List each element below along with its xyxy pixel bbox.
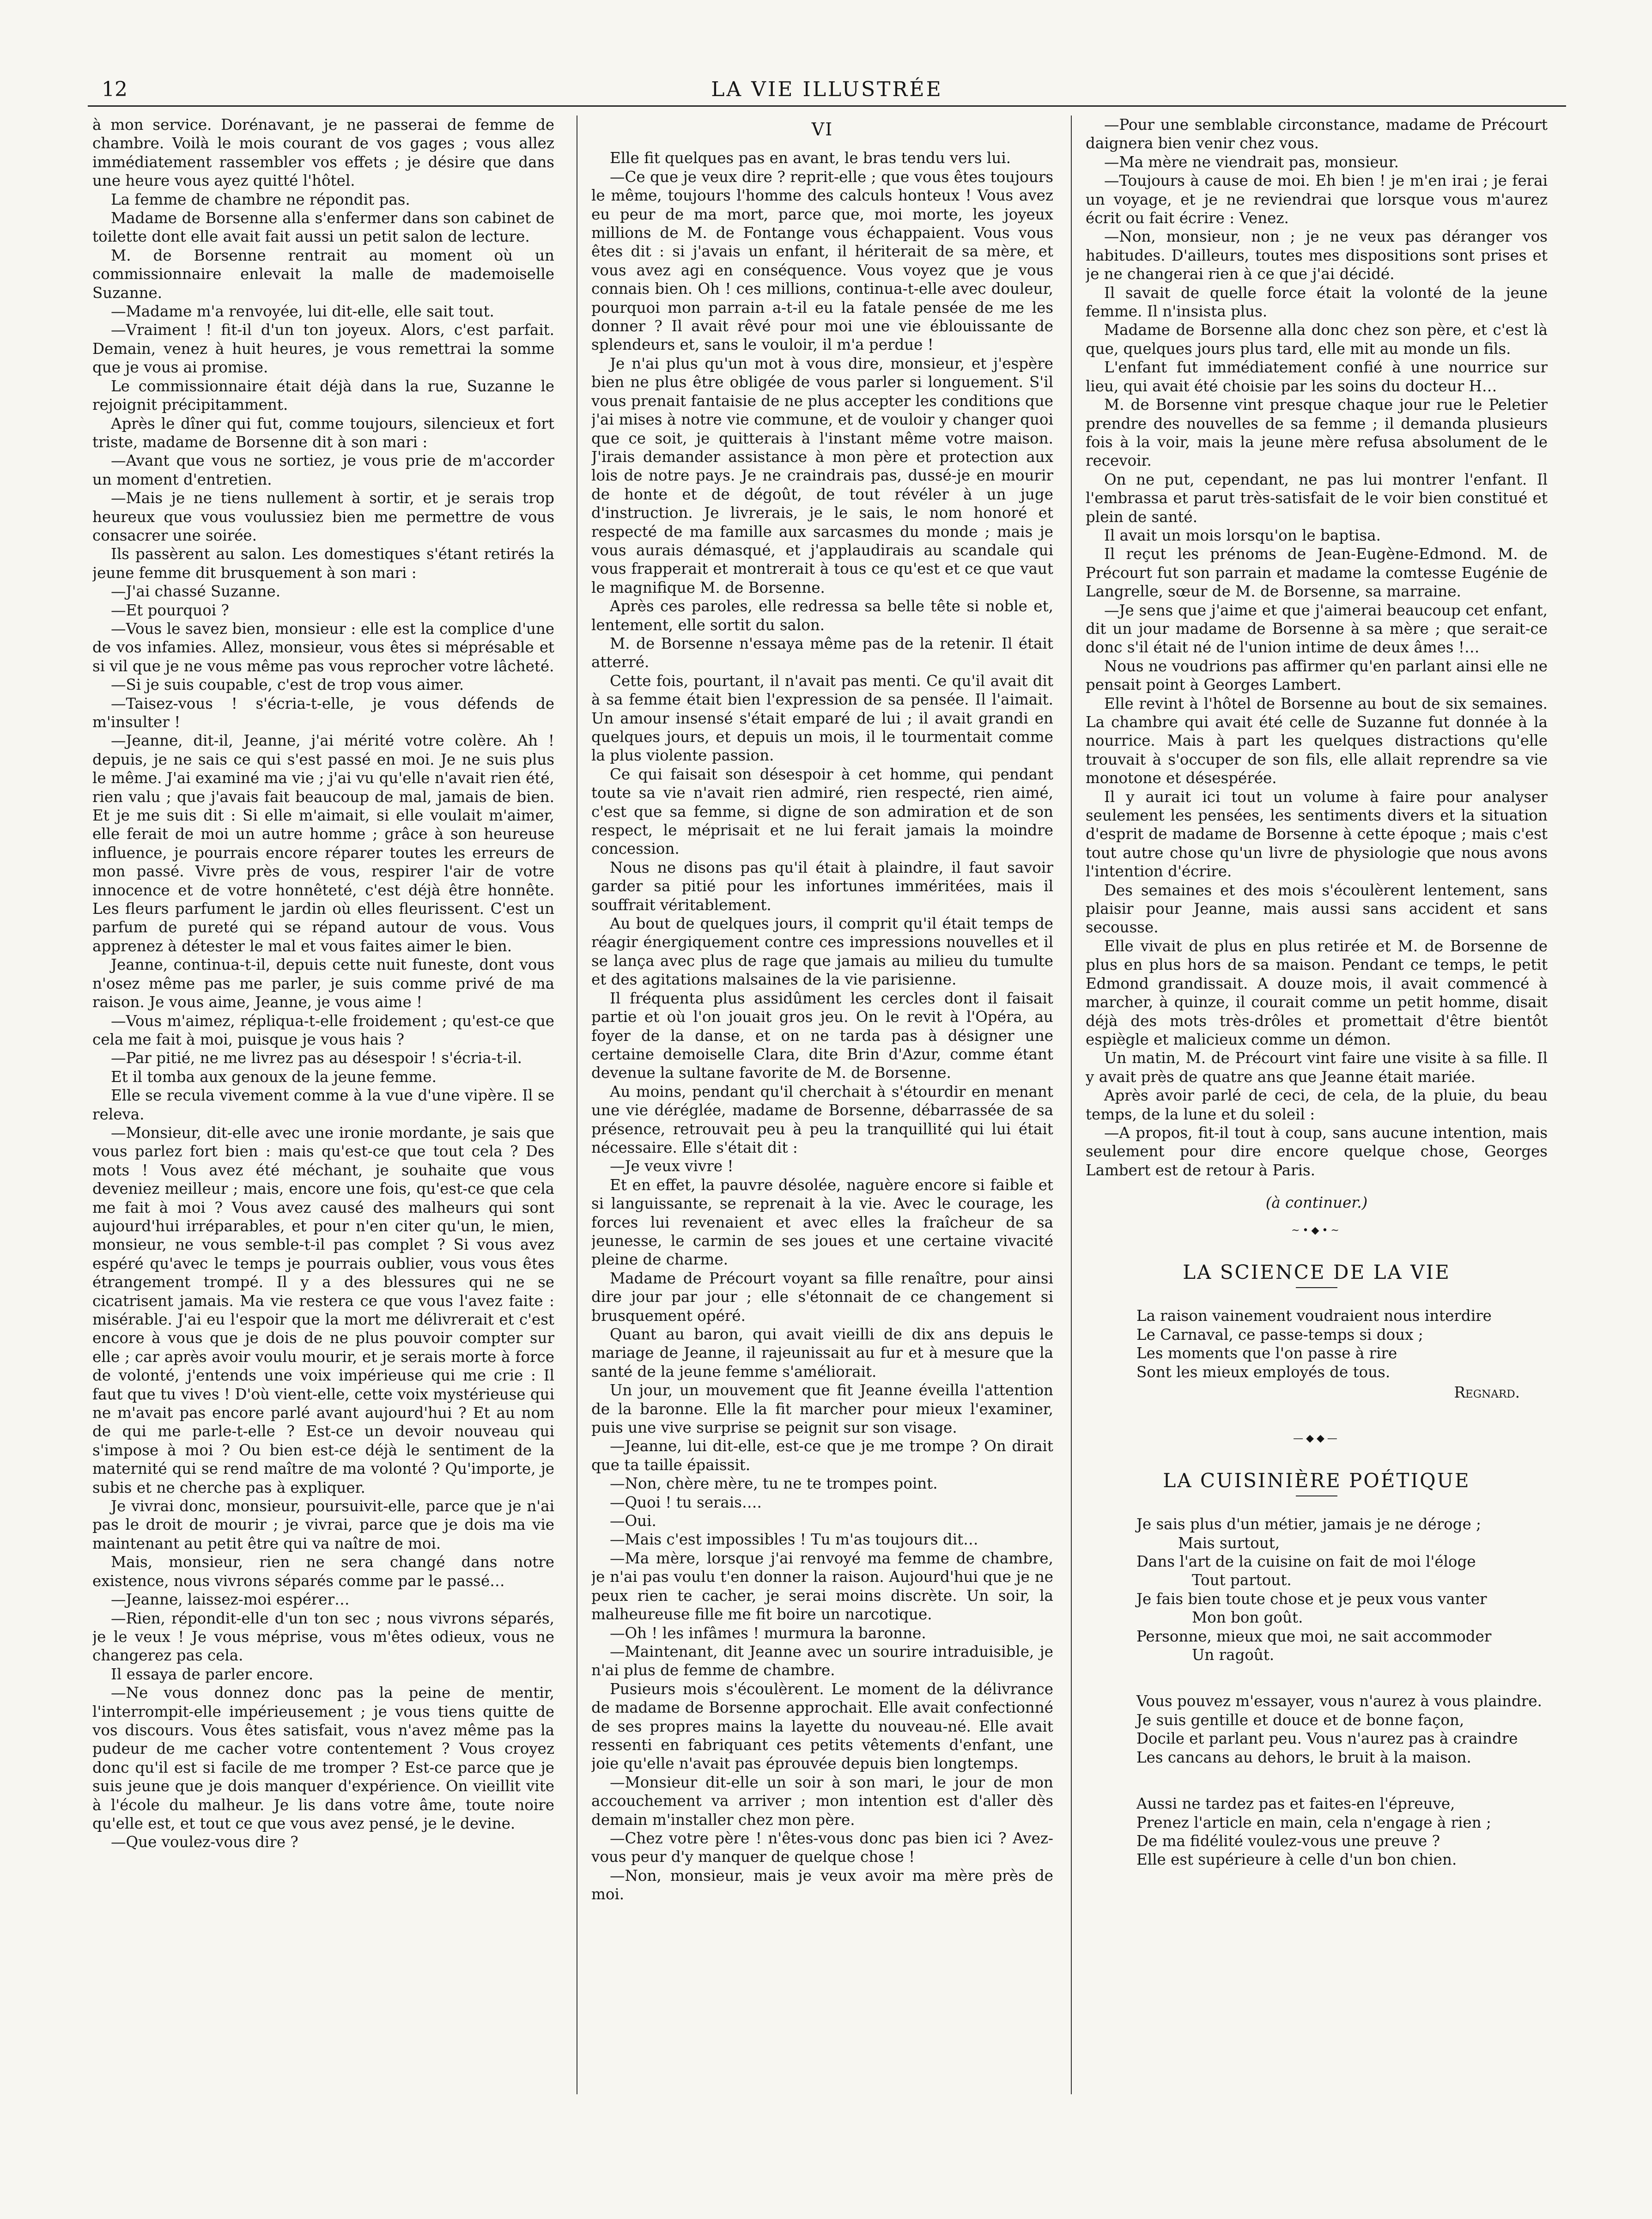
article-paragraph: —Vraiment ! fit-il d'un ton joyeux. Alors, c'est parfait. Demain, venez à huit heures, je vous remettrai la somme que je vous ai promise.: [92, 321, 554, 377]
chapter-heading: VI: [811, 119, 833, 140]
science-poem: [1086, 1307, 1548, 1402]
article-paragraph: —Vous m'aimez, répliqua-t-elle froidement ; qu'est-ce que cela me fait à moi, puisque je vous hais ?: [92, 1012, 554, 1048]
article-paragraph: —Ne vous donnez donc pas la peine de mentir, l'interrompit-elle impérieusement ; je vous tiens quitte de vos discours. Vous êtes satisfait, vous n'avez même pas la pudeur de me cacher votre contentement ? Vous croyez donc qu'il est si facile de me tromper ? Est-ce parce que je suis jeune que je dois manquer d'expérience. On vieillit vite à l'école du malheur. Je lis dans votre âme, toute noire qu'elle est, et tout ce que vous avez pensé, je le devine.: [92, 1684, 554, 1832]
article-paragraph: Au bout de quelques jours, il comprit qu'il était temps de réagir énergiquement contre ces impressions nouvelles et il se lança avec plus de rage que jamais au milieu du tumulte et des agitations malsaines de la vie parisienne.: [591, 915, 1053, 989]
article-paragraph: —Jeanne, dit-il, Jeanne, j'ai mérité votre colère. Ah ! depuis, je ne sais ce qui s'est passé en moi. Je ne suis plus le même. J'ai examiné ma vie ; j'ai vu qu'elle n'avait rien été, rien valu ; que j'avais fait beaucoup de mal, jamais de bien. Et je me suis dit : Si elle m'aimait, si elle voulait m'aimer, elle ferait de moi un autre homme ; grâce à son heureuse influence, je pourrais encore réparer toutes les erreurs de mon passé. Vivre près de vous, respirer l'air de votre innocence et de votre honnêteté, c'est déjà être honnête. Les fleurs parfument le jardin où elles fleurissent. C'est un parfum de pureté qui se répand autour de vous. Vous apprenez à détester le mal et vous faites aimer le bien.: [92, 732, 554, 955]
article-paragraph: Et il tomba aux genoux de la jeune femme.: [111, 1068, 437, 1086]
article-paragraph: Après ces paroles, elle redressa sa belle tête si noble et, lentement, elle sortit du salon.: [591, 597, 1053, 634]
title-rule: [1296, 1287, 1337, 1288]
poem-author: Regnard.: [1454, 1384, 1520, 1401]
column-2: [591, 116, 1053, 2094]
article-paragraph: —Je sens que j'aime et que j'aimerai beaucoup cet enfant, dit un jour madame de Borsenne à sa mère ; que serait-ce donc s'il était né de l'union intime de deux âmes !…: [1086, 601, 1548, 657]
article-paragraph: —Non, chère mère, tu ne te trompes point.: [610, 1475, 938, 1493]
to-be-continued: (à continuer.): [1265, 1194, 1368, 1212]
article-paragraph: Nous ne disons pas qu'il était à plaindre, il faut savoir garder sa pitié pour les infortunes imméritées, mais il souffrait véritablement.: [591, 858, 1053, 914]
article-paragraph: L'enfant fut immédiatement confié à une nourrice sur lieu, qui avait été choisie par les soins du docteur H…: [1086, 359, 1548, 395]
article-paragraph: On ne put, cependant, ne pas lui montrer l'enfant. Il l'embrassa et parut très-satisfait de le voir bien constitué et plein de santé.: [1086, 470, 1548, 526]
article-paragraph: La femme de chambre ne répondit pas.: [111, 190, 410, 208]
article-paragraph: —Rien, répondit-elle d'un ton sec ; nous vivrons séparés, je le veux ! Je vous méprise, vous m'êtes odieux, vous ne changerez pas cela.: [92, 1609, 554, 1665]
article-paragraph: —Monsieur, dit-elle avec une ironie mordante, je sais que vous parlez fort bien : mais qu'est-ce que tout cela ? Des mots ! Vous avez été méchant, je souhaite que vous deveniez meilleur ; mais, encore une fois, qu'est-ce que cela me fait à moi ? Vous avez causé des malheurs qui sont aujourd'hui irréparables, et pour n'en citer qu'un, le mien, monsieur, ne vous semble-t-il pas complet ? Si vous avez espéré qu'avec le temps je pourrais oublier, vous vous êtes étrangement trompé. Il y a des blessures qui ne se cicatrisent jamais. Ma vie restera ce que vous l'avez faite : misérable. J'ai eu l'espoir que la mort me délivrerait et c'est encore à vous que je dois de ne plus pouvoir compter sur elle ; car après avoir voulu mourir, et je serais morte à force de volonté, j'entends une voix impérieuse qui me crie : Il faut que tu vives ! D'où vient-elle, cette voix mystérieuse qui ne m'avait pas encore parlé avant aujourd'hui ? Et au nom de qui me parle-t-elle ? Est-ce un devoir nouveau qui s'impose à moi ? Ou bien est-ce déjà le sentiment de la maternité qui se rend maître de ma volonté ? Qu'importe, je subis et ne cherche pas à expliquer.: [92, 1124, 554, 1496]
article-paragraph: —Oh ! les infâmes ! murmura la baronne.: [610, 1624, 926, 1642]
poem-line: Prenez l'article en main, cela n'engage à rien ;: [1136, 1813, 1491, 1831]
poem-line: Sont les mieux employés de tous.: [1136, 1363, 1391, 1381]
article-paragraph: —Quoi ! tu serais….: [610, 1493, 762, 1511]
article-paragraph: M. de Borsenne n'essaya même pas de la retenir. Il était atterré.: [591, 634, 1053, 671]
poem-line: Tout partout.: [1192, 1571, 1292, 1589]
article-paragraph: —Jeanne, lui dit-elle, est-ce que je me trompe ? On dirait que ta taille épaissit.: [591, 1437, 1053, 1474]
poem-line: Vous pouvez m'essayer, vous n'aurez à vous plaindre.: [1136, 1692, 1542, 1710]
article-paragraph: M. de Borsenne vint presque chaque jour rue le Peletier prendre des nouvelles de sa femme ; il demanda plusieurs fois à la voir, mais la jeune mère refusa absolument de le recevoir.: [1086, 396, 1548, 470]
article-paragraph: à mon service. Dorénavant, je ne passerai de femme de chambre. Voilà le mois courant de vos gages ; vous allez immédiatement rassembler vos effets ; je désire que dans une heure vous ayez quitté l'hôtel.: [92, 116, 554, 190]
article-paragraph: Ce qui faisait son désespoir à cet homme, qui pendant toute sa vie n'avait rien admiré, rien respecté, rien aimé, c'est que sa femme, si digne de son admiration et de son respect, le méprisait et ne lui ferait jamais la moindre concession.: [591, 765, 1053, 858]
article-paragraph: —Avant que vous ne sortiez, je vous prie de m'accorder un moment d'entretien.: [92, 452, 554, 488]
cuisiniere-title: LA CUISINIÈRE POÉTIQUE: [1163, 1469, 1470, 1492]
poem-line: Je sais plus d'un métier, jamais je ne déroge ;: [1136, 1515, 1482, 1533]
article-paragraph: Après avoir parlé de ceci, de cela, de la pluie, du beau temps, de la lune et du soleil :: [1086, 1087, 1548, 1123]
article-paragraph: —Ma mère, lorsque j'ai renvoyé ma femme de chambre, je n'ai pas voulu t'en donner la raison. Aujourd'hui que je ne peux rien te cacher, je serai moins discrète. Un soir, la malheureuse fille me fit boire un narcotique.: [591, 1549, 1053, 1623]
journal-title: LA VIE ILLUSTRÉE: [711, 78, 943, 101]
article-paragraph: Mais, monsieur, rien ne sera changé dans notre existence, nous vivrons séparés comme par le passé…: [92, 1553, 554, 1590]
article-paragraph: Un jour, un mouvement que fit Jeanne éveilla l'attention de la baronne. Elle la fit marcher pour mieux l'examiner, puis une vive surprise se peignit sur son visage.: [591, 1381, 1053, 1437]
article-paragraph: Elle revint à l'hôtel de Borsenne au bout de six semaines. La chambre qui avait été celle de Suzanne fut donnée à la nourrice. Mais à part les quelques distractions qu'elle trouvait à s'occuper de son fils, elle allait reprendre sa vie monotone et désespérée.: [1086, 694, 1548, 787]
poem-line: Les moments que l'on passe à rire: [1136, 1344, 1397, 1362]
poem-line: Personne, mieux que moi, ne sait accommoder: [1136, 1627, 1492, 1645]
article-paragraph: Elle fit quelques pas en avant, le bras tendu vers lui.: [610, 149, 1011, 167]
column-divider: [1071, 116, 1072, 2094]
article-paragraph: —Maintenant, dit Jeanne avec un sourire intraduisible, je n'ai plus de femme de chambre.: [591, 1642, 1053, 1679]
article-paragraph: —Jeanne, laissez-moi espérer…: [111, 1591, 350, 1609]
article-paragraph: Madame de Borsenne alla donc chez son père, et c'est là que, quelques jours plus tard, elle mit au monde un fils.: [1086, 321, 1548, 358]
article-paragraph: —Pour une semblable circonstance, madame de Précourt daignera bien venir chez vous.: [1086, 116, 1548, 152]
poem-line: Les cancans au dehors, le bruit à la maison.: [1136, 1748, 1471, 1766]
article-paragraph: Des semaines et des mois s'écoulèrent lentement, sans plaisir pour Jeanne, mais aussi sans accident et sans secousse.: [1086, 881, 1548, 936]
article-paragraph: —Madame m'a renvoyée, lui dit-elle, elle sait tout.: [111, 303, 494, 321]
page-number: 12: [102, 78, 128, 101]
article-paragraph: Il reçut les prénoms de Jean-Eugène-Edmond. M. de Précourt fut son parrain et madame la comtesse Eugénie de Langrelle, sœur de M. de Borsenne, sa marraine.: [1086, 545, 1548, 601]
article-paragraph: —Mais je ne tiens nullement à sortir, et je serais trop heureux que vous voulussiez bien me permettre de vous consacrer une soirée.: [92, 489, 554, 544]
poem-line: Un ragoût.: [1192, 1646, 1275, 1664]
article-paragraph: Elle vivait de plus en plus retirée et M. de Borsenne de plus en plus hors de sa maison. Pendant ce temps, le petit Edmond grandissait. A douze mois, il avait commencé à marcher, à quinze, il courait comme un petit homme, disait déjà des mots très-drôles et promettait d'être bientôt espiègle et malicieux comme un démon.: [1086, 937, 1548, 1048]
article-paragraph: Elle se recula vivement comme à la vue d'une vipère. Il se releva.: [92, 1087, 554, 1123]
article-paragraph: Un matin, M. de Précourt vint faire une visite à sa fille. Il y avait près de quatre ans que Jeanne était mariée.: [1086, 1049, 1548, 1086]
article-paragraph: —Oui.: [610, 1512, 656, 1530]
poem-line: Docile et parlant peu. Vous n'aurez pas à craindre: [1136, 1730, 1518, 1748]
article-paragraph: Il y aurait ici tout un volume à faire pour analyser seulement les pensées, les sentiments divers et la situation d'esprit de madame de Borsenne à cette époque ; mais c'est tout autre chose qu'un livre de physiologie que nous avons l'intention d'écrire.: [1086, 788, 1548, 881]
article-paragraph: Cette fois, pourtant, il n'avait pas menti. Ce qu'il avait dit à sa femme était bien l'expression de sa pensée. Il l'aimait. Un amour insensé s'était emparé de lui ; il avait grandi en quelques jours, et depuis un mois, il le tourmentait comme la plus violente passion.: [591, 672, 1053, 765]
column-2-text: [591, 149, 1053, 1903]
article-paragraph: —Et pourquoi ?: [111, 601, 229, 619]
article-paragraph: Je n'ai plus qu'un mot à vous dire, monsieur, et j'espère bien ne plus être obligée de vous parler si longuement. S'il vous prenait fantaisie de ne plus accepter les conditions que j'ai mises à notre vie commune, et de vouloir y changer quoi que ce soit, je quitterais à l'instant même votre maison. J'irais demander assistance à mon père et protection aux lois de notre pays. Je ne craindrais pas, dussé-je en mourir de honte et de dégoût, de tout révéler à un juge d'instruction. Je livrerais, je le sais, le nom honoré et respecté de ma famille aux sarcasmes du monde ; mais je vous aurais démasqué, et j'applaudirais au scandale qui vous frapperait et montrerait à tous ce qu'est et ce que vaut le magnifique M. de Borsenne.: [591, 354, 1053, 596]
poem-line: Je fais bien toute chose et je peux vous vanter: [1136, 1590, 1487, 1608]
article-paragraph: Au moins, pendant qu'il cherchait à s'étourdir en menant une vie déréglée, madame de Borsenne, débarrassée de sa présence, retrouvait peu à peu la tranquillité qui lui était nécessaire. Elle s'était dit :: [591, 1082, 1053, 1156]
article-paragraph: Madame de Borsenne alla s'enfermer dans son cabinet de toilette dont elle avait fait aussi un petit salon de lecture.: [92, 209, 554, 246]
poem-line: Elle est supérieure à celle d'un bon chien.: [1136, 1851, 1457, 1869]
article-paragraph: —J'ai chassé Suzanne.: [111, 583, 281, 601]
article-paragraph: Quant au baron, qui avait vieilli de dix ans depuis le mariage de Jeanne, il rajeunissait au fur et à mesure que la santé de la jeune femme s'améliorait.: [591, 1325, 1053, 1380]
poem-line: Je suis gentille et douce et de bonne façon,: [1136, 1711, 1464, 1729]
article-paragraph: —Vous le savez bien, monsieur : elle est la complice d'une de vos infamies. Allez, monsieur, vous êtes si méprésable et si vil que je ne vous même pas vous reprocher votre lâcheté.: [92, 620, 554, 675]
header-rule: [88, 105, 1566, 107]
article-paragraph: Pusieurs mois s'écoulèrent. Le moment de la délivrance de madame de Borsenne approchait. Elle avait confectionné de ses propres mains la layette du nouveau-né. Elle avait ressenti en fabriquant ces petits vêtements d'enfant, une joie qu'elle n'avait pas éprouvée depuis bien longtemps.: [591, 1680, 1053, 1773]
article-paragraph: Jeanne, continua-t-il, depuis cette nuit funeste, dont vous n'osez même pas me parler, je suis comme privé de ma raison. Je vous aime, Jeanne, je vous aime !: [92, 956, 554, 1011]
article-paragraph: —Non, monsieur, non ; je ne veux pas déranger vos habitudes. D'ailleurs, toutes mes dispositions sont prises et je ne changerai rien à ce que j'ai décidé.: [1086, 228, 1548, 283]
article-paragraph: Madame de Précourt voyant sa fille renaître, pour ainsi dire jour par jour ; elle s'étonnait de ce changement si brusquement opéré.: [591, 1269, 1053, 1325]
column-3-text: [1086, 116, 1548, 1179]
cuisiniere-stanza-3: [1086, 1794, 1548, 1869]
article-paragraph: Nous ne voudrions pas affirmer qu'en parlant ainsi elle ne pensait point à Georges Lambert.: [1086, 657, 1548, 694]
article-paragraph: M. de Borsenne rentrait au moment où un commissionnaire enlevait la malle de mademoiselle Suzanne.: [92, 246, 554, 302]
article-paragraph: Il avait un mois lorsqu'on le baptisa.: [1104, 526, 1381, 544]
ornament-divider: ~•◆•~: [1291, 1224, 1342, 1236]
column-3: [1086, 116, 1548, 2094]
article-paragraph: Il essaya de parler encore.: [111, 1665, 314, 1683]
article-paragraph: Après le dîner qui fut, comme toujours, silencieux et fort triste, madame de Borsenne dit à son mari :: [92, 414, 554, 451]
cuisiniere-stanza-2: [1086, 1692, 1548, 1767]
article-paragraph: —Par pitié, ne me livrez pas au désespoir ! s'écria-t-il.: [111, 1049, 522, 1067]
article-paragraph: —Ce que je veux dire ? reprit-elle ; que vous êtes toujours le même, toujours l'homme des calculs honteux ! Vous avez eu peur de ma mort, parce que, moi morte, les joyeux millions de M. de Fontange vous échappaient. Vous vous êtes dit : si j'avais un enfant, il hériterait de sa mère, et vous avez agi en conséquence. Vous voyez que je vous connais bien. Oh ! ces millions, continua-t-elle avec douleur, pourquoi mon parrain a-t-il eu la fatale pensée de me les donner ? Il avait rêvé pour moi une vie éblouissante de splendeurs et, sans le vouloir, il m'a perdue !: [591, 168, 1053, 354]
article-paragraph: —Que voulez-vous dire ?: [111, 1833, 298, 1851]
article-paragraph: Il fréquenta plus assidûment les cercles dont il faisait partie et où l'on jouait gros jeu. On le revit à l'Opéra, au foyer de la danse, et on ne tarda pas à désigner une certaine demoiselle Clara, dite Brin d'Azur, comme étant devenue la sultane favorite de M. de Borsenne.: [591, 989, 1053, 1082]
poem-line: Mon bon goût.: [1192, 1609, 1303, 1627]
article-paragraph: Je vivrai donc, monsieur, poursuivit-elle, parce que je n'ai pas le droit de mourir ; je vivrai, parce que je dois ma vie maintenant au petit être qui va naître de moi.: [92, 1497, 554, 1552]
poem-line: La raison vainement voudraient nous interdire: [1136, 1307, 1492, 1325]
poem-line: De ma fidélité voulez-vous une preuve ?: [1136, 1832, 1440, 1850]
article-paragraph: Le commissionnaire était déjà dans la rue, Suzanne le rejoignit précipitamment.: [92, 377, 554, 414]
poem-line: Le Carnaval, ce passe-temps si doux ;: [1136, 1325, 1423, 1344]
article-paragraph: —A propos, fit-il tout à coup, sans aucune intention, mais seulement pour dire encore quelque chose, Georges Lambert est de retour à Paris.: [1086, 1124, 1548, 1179]
article-paragraph: —Non, monsieur, mais je veux avoir ma mère près de moi.: [591, 1866, 1053, 1903]
article-paragraph: —Toujours à cause de moi. Eh bien ! je m'en irai ; je ferai un voyage, et je ne reviendrai que lorsque vous m'aurez écrit ou fait écrire : Venez.: [1086, 172, 1548, 227]
cuisiniere-stanza-1: [1086, 1515, 1548, 1664]
poem-line: Mais surtout,: [1178, 1534, 1280, 1552]
science-title: LA SCIENCE DE LA VIE: [1183, 1260, 1451, 1283]
article-paragraph: —Je veux vivre !: [610, 1157, 734, 1175]
poem-line: Aussi ne tardez pas et faites-en l'épreuve,: [1136, 1795, 1455, 1813]
article-paragraph: —Ma mère ne viendrait pas, monsieur.: [1104, 153, 1399, 171]
article-paragraph: —Si je suis coupable, c'est de trop vous aimer.: [111, 676, 464, 694]
article-paragraph: Et en effet, la pauvre désolée, naguère encore si faible et si languissante, se reprenait à la vie. Avec le courage, les forces lui revenaient et avec elles la fraîcheur de sa jeunesse, le carmin de ses joues et une certaine vivacité pleine de charme.: [591, 1176, 1053, 1269]
article-paragraph: —Taisez-vous ! s'écria-t-elle, je vous défends de m'insulter !: [92, 694, 554, 731]
article-paragraph: —Mais c'est impossibles ! Tu m'as toujours dit…: [610, 1531, 978, 1549]
column-1: [92, 116, 554, 2094]
poem-line: Dans l'art de la cuisine on fait de moi l'éloge: [1136, 1553, 1476, 1571]
page-header: [88, 69, 1566, 106]
article-paragraph: —Chez votre père ! n'êtes-vous donc pas bien ici ? Avez-vous peur d'y manquer de quelque chose !: [591, 1829, 1053, 1866]
article-paragraph: —Monsieur dit-elle un soir à son mari, le jour de mon accouchement va arriver ; mon intention est d'aller dès demain m'installer chez mon père.: [591, 1773, 1053, 1829]
article-paragraph: Ils passèrent au salon. Les domestiques s'étant retirés la jeune femme dit brusquement à son mari :: [92, 545, 554, 582]
article-paragraph: Il savait de quelle force était la volonté de la jeune femme. Il n'insista plus.: [1086, 284, 1548, 321]
ornament-divider: —◆◆—: [1293, 1433, 1340, 1445]
